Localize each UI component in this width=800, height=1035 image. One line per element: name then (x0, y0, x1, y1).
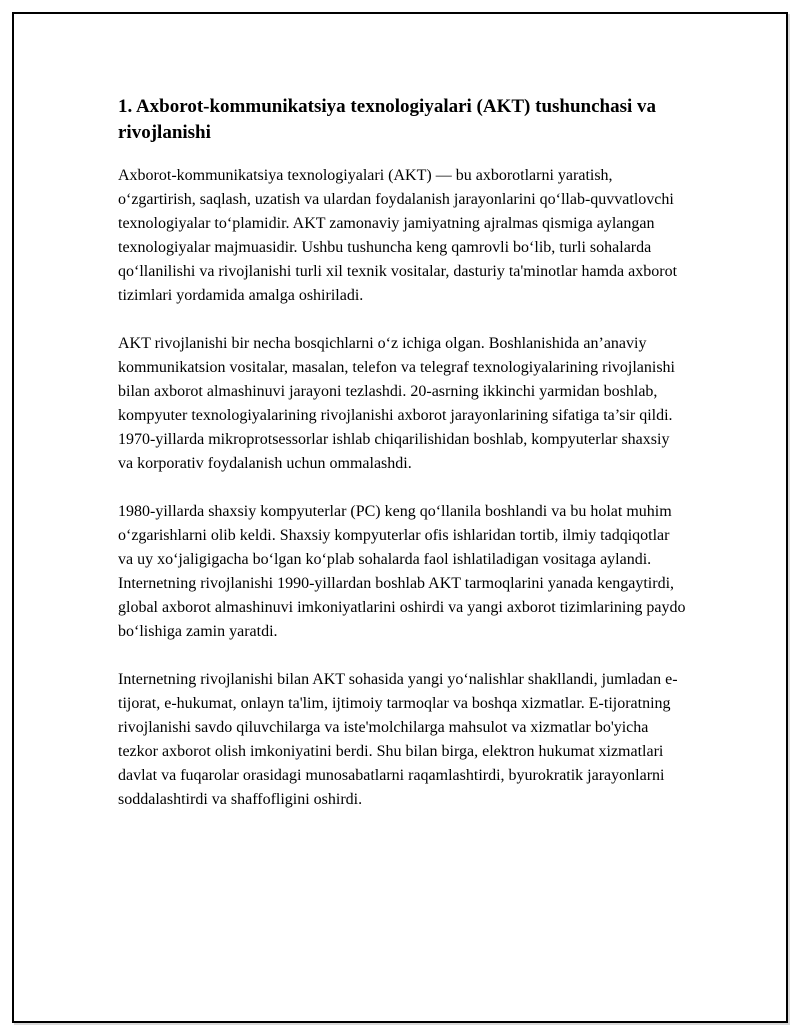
paragraph-1: Axborot-kommunikatsiya texnologiyalari (AKT) — bu axborotlarni yaratish, o‘zgartirish, saqlash, uzatish va ulardan foydalanish jarayonlarini qo‘llab-quvvatlovchi texnologiyalar to‘plamidir. AKT zamonaviy jamiyatning ajralmas qismiga aylangan texnologiyalar majmuasidir. Ushbu tushuncha keng qamrovli bo‘lib, turli sohalarda qo‘llanilishi va rivojlanishi turli xil texnik vositalar, dasturiy ta'minotlar hamda axborot tizimlari yordamida amalga oshiriladi. (118, 167, 678, 304)
section-heading: 1. Axborot-kommunikatsiya texnologiyalari (AKT) tushunchasi va rivojlanishi (118, 96, 657, 143)
paragraph-4: Internetning rivojlanishi bilan AKT sohasida yangi yo‘nalishlar shakllandi, jumladan e-tijorat, e-hukumat, onlayn ta'lim, ijtimoiy tarmoqlar va boshqa xizmatlar. E-tijoratning rivojlanishi savdo qiluvchilarga va iste'molchilarga mahsulot va xizmatlar bo'yicha tezkor axborot olish imkoniyatini berdi. Shu bilan birga, elektron hukumat xizmatlari davlat va fuqarolar orasidagi munosabatlarni raqamlashtirdi, byurokratik jarayonlarni soddalashtirdi va shaffofligini oshirdi. (118, 671, 678, 808)
paragraph-2: AKT rivojlanishi bir necha bosqichlarni o‘z ichiga olgan. Boshlanishida an’anaviy kommunikatsion vositalar, masalan, telefon va telegraf texnologiyalarining rivojlanishi bilan axborot almashinuvi jarayoni tezlashdi. 20-asrning ikkinchi yarmidan boshlab, kompyuter texnologiyalarining rivojlanishi axborot jarayonlarining sifatiga ta’sir qildi. 1970-yillarda mikroprotsessorlar ishlab chiqarilishidan boshlab, kompyuterlar shaxsiy va korporativ foydalanish uchun ommalashdi. (118, 335, 675, 472)
paragraph-3: 1980-yillarda shaxsiy kompyuterlar (PC) keng qo‘llanila boshlandi va bu holat muhim o‘zgarishlarni olib keldi. Shaxsiy kompyuterlar ofis ishlaridan tortib, ilmiy tadqiqotlar va uy xo‘jaligigacha bo‘lgan ko‘plab sohalarda faol ishlatiladigan vositaga aylandi. Internetning rivojlanishi 1990-yillardan boshlab AKT tarmoqlarini yanada kengaytirdi, global axborot almashinuvi imkoniyatlarini oshirdi va yangi axborot tizimlarining paydo bo‘lishiga zamin yaratdi. (118, 503, 686, 640)
document-body (118, 94, 688, 836)
